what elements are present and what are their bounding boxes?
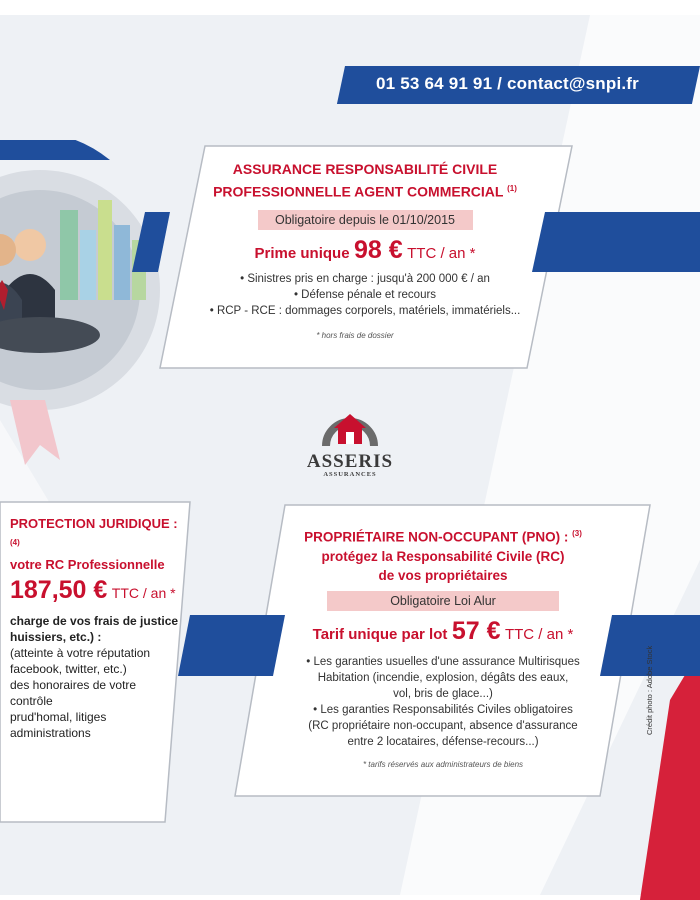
card-pno-title-line3: de vos propriétaires (378, 567, 508, 583)
card-rc-pill: Obligatoire depuis le 01/10/2015 (258, 210, 473, 230)
card-pj-line: (atteinte à votre réputation (10, 646, 151, 661)
card-pj-bold-line: charge de vos frais de justice (10, 614, 179, 629)
card-pno-title (268, 524, 618, 585)
card-pno-price-prefix: Tarif unique par lot (312, 625, 448, 643)
house-logo-icon (320, 402, 380, 448)
card-pj-price (10, 576, 185, 605)
card-pj-line: prud'homal, litiges (10, 710, 107, 725)
card-pno-title-note: (3) (572, 529, 582, 538)
list-item: entre 2 locataires, défense-recours...) (347, 735, 539, 748)
card-rc-footnote: * hors frais de dossier (316, 330, 394, 340)
card-rc-title-line2: PROFESSIONNELLE AGENT COMMERCIAL (213, 183, 504, 200)
card-rc (200, 160, 530, 340)
card-pj-body (10, 613, 185, 741)
card-pno (268, 524, 618, 769)
card-pj-bold-line: huissiers, etc.) : (10, 630, 102, 645)
card-pj-price-value: 187,50 € (10, 576, 108, 605)
card-rc-price-value: 98 € (354, 235, 403, 264)
contact-text[interactable]: 01 53 64 91 91 / contact@snpi.fr (376, 74, 639, 93)
card-rc-price-prefix: Prime unique (254, 244, 350, 262)
card-pno-footnote: * tarifs réservés aux administrateurs de biens (362, 759, 524, 769)
card-pj-title-note: (4) (10, 538, 20, 547)
card-rc-price-suffix: TTC / an * (407, 244, 476, 262)
list-item: vol, bris de glace...) (393, 687, 493, 700)
card-pj-title-line1: PROTECTION JURIDIQUE : (10, 516, 178, 531)
logo-sub: ASSURANCES (323, 471, 377, 478)
card-pj-line: facebook, twitter, etc.) (10, 662, 127, 677)
list-item: • Défense pénale et recours (293, 288, 437, 301)
card-pno-price (268, 617, 618, 646)
card-pj-title (10, 514, 185, 574)
card-pno-title-line2: protégez la Responsabilité Civile (RC) (321, 548, 565, 564)
card-pj-title-line2: votre RC Professionnelle (10, 557, 165, 573)
card-pj-line: des honoraires de votre (10, 678, 137, 693)
card-pno-title-line1: PROPRIÉTAIRE NON-OCCUPANT (PNO) : (304, 529, 569, 545)
card-pno-pill: Obligatoire Loi Alur (327, 591, 559, 611)
card-pno-bullets (268, 654, 618, 750)
card-rc-title-line1: ASSURANCE RESPONSABILITÉ CIVILE (232, 161, 498, 177)
card-pno-price-value: 57 € (451, 616, 501, 645)
list-item: • Les garanties Responsabilités Civiles obligatoires (313, 703, 573, 716)
list-item: • Les garanties usuelles d'une assurance Multirisques (306, 655, 580, 668)
card-rc-price (200, 236, 530, 265)
card-pj-line: administrations (10, 726, 91, 741)
list-item: • RCP - RCE : dommages corporels, matériels, immatériels... (209, 304, 521, 317)
photo-credit: Crédit photo : Adobe Stock (645, 645, 654, 735)
card-pj-price-suffix: TTC / an * (111, 585, 176, 602)
list-item: • Sinistres pris en charge : jusqu'à 200 000 € / an (240, 272, 490, 285)
card-pj-line: contrôle (10, 694, 53, 709)
list-item: (RC propriétaire non-occupant, absence d'assurance (308, 719, 578, 732)
logo-name: ASSERIS (306, 451, 394, 472)
card-rc-title (200, 160, 530, 202)
card-rc-title-note: (1) (507, 184, 517, 193)
list-item: Habitation (incendie, explosion, dégâts des eaux, (317, 671, 569, 684)
card-pno-price-suffix: TTC / an * (504, 625, 574, 643)
card-rc-bullets (200, 271, 530, 319)
asseris-logo (298, 402, 402, 478)
card-pj (10, 514, 185, 741)
